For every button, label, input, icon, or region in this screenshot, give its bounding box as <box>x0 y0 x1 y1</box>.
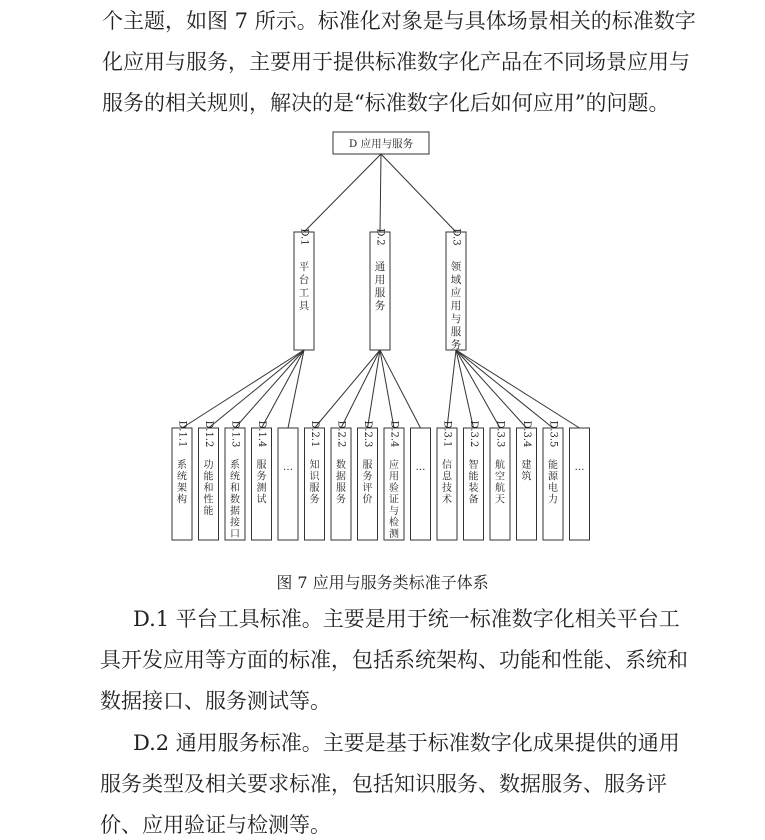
intro-line-2: 化应用与服务，主要用于提供标准数字化产品在不同场景应用与 <box>102 50 690 74</box>
leaf-code: D.3.1 <box>441 420 453 448</box>
branch-name-char: 用 <box>374 274 386 286</box>
section-d2-line-1: D.2 通用服务标准。主要是基于标准数字化成果提供的通用 <box>133 731 680 755</box>
branch-name-char: 台 <box>298 274 310 286</box>
leaf-name-char: 统 <box>230 471 240 483</box>
leaf-code: D.1.2 <box>203 420 214 448</box>
connector-branch-leaf-4 <box>262 350 305 428</box>
branch-name-char: 领 <box>450 261 462 273</box>
leaf-name-char: 应 <box>389 460 399 471</box>
leaf-name-char: 备 <box>468 494 479 506</box>
leaf-name-char: 服 <box>362 460 373 471</box>
leaf-code: D.1.4 <box>256 420 267 448</box>
section-d2-line-2: 服务类型及相关要求标准，包括知识服务、数据服务、服务评 <box>100 772 667 796</box>
leaf-name-char: 能 <box>468 471 479 483</box>
leaf-name-char: 系 <box>230 460 240 471</box>
leaf-name-char: 证 <box>389 494 399 506</box>
connector-branch-leaf-9 <box>380 350 394 428</box>
leaf-name-char: 术 <box>442 494 452 506</box>
leaf-ellipsis: … <box>574 462 585 473</box>
leaf-name-char: 构 <box>177 494 187 506</box>
leaf-name-char: 航 <box>495 460 505 471</box>
leaf-name-char: 和 <box>230 483 240 494</box>
leaf-name-char: 用 <box>389 471 399 483</box>
leaf-name-char: 能 <box>548 460 558 471</box>
leaf-name-char: 务 <box>256 471 267 483</box>
section-d1-line-3: 数据接口、服务测试等。 <box>100 689 331 713</box>
leaf-name-char: 建 <box>521 460 532 471</box>
leaf-code: D.2.1 <box>309 420 320 448</box>
leaf-name-char: 与 <box>389 506 399 517</box>
leaf-node-2 <box>199 421 219 540</box>
leaf-ellipsis: … <box>415 462 426 473</box>
leaf-name-char: 测 <box>389 529 399 540</box>
leaf-name-char: 口 <box>230 529 240 540</box>
section-d1-line-2: 具开发应用等方面的标准，包括系统架构、功能和性能、系统和 <box>100 648 688 672</box>
leaf-name-char: 性 <box>203 494 214 506</box>
leaf-node-5 <box>278 428 298 540</box>
branch-name-char: 通 <box>374 261 386 273</box>
leaf-name-char: 检 <box>389 517 399 529</box>
branch-node-3 <box>446 228 466 351</box>
leaf-name-char: 信 <box>442 460 452 471</box>
leaf-node-13 <box>490 421 510 540</box>
leaf-name-char: 数 <box>230 494 240 506</box>
connector-branch-leaf-1 <box>182 350 304 428</box>
intro-line-1: 个主题，如图 7 所示。标准化对象是与具体场景相关的标准数字 <box>102 9 696 33</box>
branch-code: D.2 <box>374 228 386 246</box>
leaf-code: D.2.2 <box>335 420 347 448</box>
leaf-name-char: 验 <box>389 483 399 494</box>
leaf-node-4 <box>252 421 272 540</box>
standard-subsystem-diagram <box>0 120 765 560</box>
leaf-name-char: 务 <box>336 494 346 506</box>
branch-name-char: 与 <box>450 313 462 325</box>
leaf-name-char: 智 <box>468 460 479 471</box>
leaf-name-char: 务 <box>362 471 373 483</box>
leaf-name-char: 装 <box>468 483 479 494</box>
leaf-name-char: 试 <box>256 494 267 506</box>
connector-branch-leaf-14 <box>456 350 527 428</box>
leaf-node-3 <box>225 421 245 540</box>
connector-branch-leaf-10 <box>380 350 421 428</box>
branch-name-char: 域 <box>450 274 462 286</box>
leaf-name-char: 接 <box>230 517 240 529</box>
branch-node-2 <box>370 228 390 350</box>
branch-code: D.1 <box>298 228 310 246</box>
leaf-name-char: 天 <box>495 494 505 506</box>
branch-name-char: 服 <box>450 326 462 338</box>
leaf-name-char: 技 <box>442 483 452 494</box>
leaf-node-11 <box>437 421 457 540</box>
leaf-node-15 <box>543 421 563 540</box>
leaf-name-char: 能 <box>203 506 214 517</box>
leaf-node-16 <box>570 428 590 540</box>
connector-root-branch-1 <box>304 154 381 232</box>
connector-branch-leaf-3 <box>235 350 304 428</box>
branch-name-char: 用 <box>450 300 462 312</box>
branch-code: D.3 <box>450 228 462 246</box>
leaf-name-char: 务 <box>309 494 320 506</box>
leaf-name-char: 航 <box>495 483 505 494</box>
leaf-node-10 <box>411 428 431 540</box>
leaf-code: D.2.3 <box>362 420 373 448</box>
leaf-name-char: 服 <box>336 483 346 494</box>
leaf-code: D.2.4 <box>388 420 400 448</box>
leaf-name-char: 价 <box>362 494 373 506</box>
intro-line-3: 服务的相关规则，解决的是“标准数字化后如何应用”的问题。 <box>102 91 670 115</box>
leaf-code: D.1.3 <box>229 420 241 448</box>
leaf-name-char: 评 <box>362 483 373 494</box>
leaf-name-char: 架 <box>177 483 187 494</box>
leaf-ellipsis: … <box>283 462 293 473</box>
leaf-name-char: 统 <box>177 471 187 483</box>
connector-branch-leaf-13 <box>456 350 500 428</box>
connector-branch-leaf-16 <box>456 350 580 428</box>
leaf-name-char: 息 <box>442 471 452 483</box>
connector-branch-leaf-11 <box>447 350 456 428</box>
leaf-name-char: 和 <box>203 483 214 494</box>
branch-name-char: 务 <box>450 339 462 351</box>
leaf-name-char: 能 <box>203 471 214 483</box>
connector-branch-leaf-2 <box>209 350 305 428</box>
branch-name-char: 务 <box>374 300 386 312</box>
leaf-node-6 <box>305 421 325 540</box>
leaf-name-char: 服 <box>309 483 320 494</box>
leaf-node-9 <box>384 421 404 540</box>
leaf-name-char: 功 <box>203 460 214 471</box>
connector-root-branch-3 <box>381 154 456 232</box>
leaf-name-char: 知 <box>309 460 320 471</box>
leaf-node-12 <box>464 421 484 540</box>
section-d1-line-1: D.1 平台工具标准。主要是用于统一标准数字化相关平台工 <box>133 607 680 631</box>
leaf-name-char: 空 <box>495 471 505 483</box>
leaf-name-char: 识 <box>309 471 320 483</box>
branch-name-char: 应 <box>450 287 462 299</box>
leaf-node-7 <box>331 421 351 540</box>
connector-root-branch-2 <box>380 154 381 232</box>
leaf-name-char: 筑 <box>521 471 532 483</box>
leaf-node-14 <box>517 421 537 540</box>
figure-caption: 图 7 应用与服务类标准子体系 <box>276 573 489 592</box>
leaf-code: D.3.3 <box>494 420 506 448</box>
leaf-name-char: 电 <box>548 483 558 494</box>
root-node-label: D 应用与服务 <box>348 138 414 150</box>
branch-node-1 <box>294 228 314 350</box>
branch-name-char: 具 <box>298 300 310 312</box>
leaf-name-char: 据 <box>336 471 346 483</box>
leaf-node-8 <box>358 421 378 540</box>
leaf-code: D.3.4 <box>521 420 532 448</box>
leaf-code: D.3.5 <box>547 420 559 448</box>
leaf-name-char: 系 <box>177 460 187 471</box>
leaf-node-1 <box>172 421 192 540</box>
branch-name-char: 平 <box>298 261 310 273</box>
leaf-name-char: 据 <box>230 506 240 517</box>
section-d2-line-3: 价、应用验证与检测等。 <box>100 813 331 837</box>
leaf-name-char: 测 <box>256 483 267 494</box>
branch-name-char: 工 <box>298 287 310 299</box>
leaf-name-char: 源 <box>548 471 558 483</box>
branch-name-char: 服 <box>374 287 386 299</box>
root-node <box>333 132 429 154</box>
leaf-name-char: 数 <box>336 460 346 471</box>
leaf-code: D.3.2 <box>468 420 479 448</box>
leaf-code: D.1.1 <box>176 420 188 448</box>
leaf-name-char: 服 <box>256 460 267 471</box>
leaf-name-char: 力 <box>548 494 558 506</box>
